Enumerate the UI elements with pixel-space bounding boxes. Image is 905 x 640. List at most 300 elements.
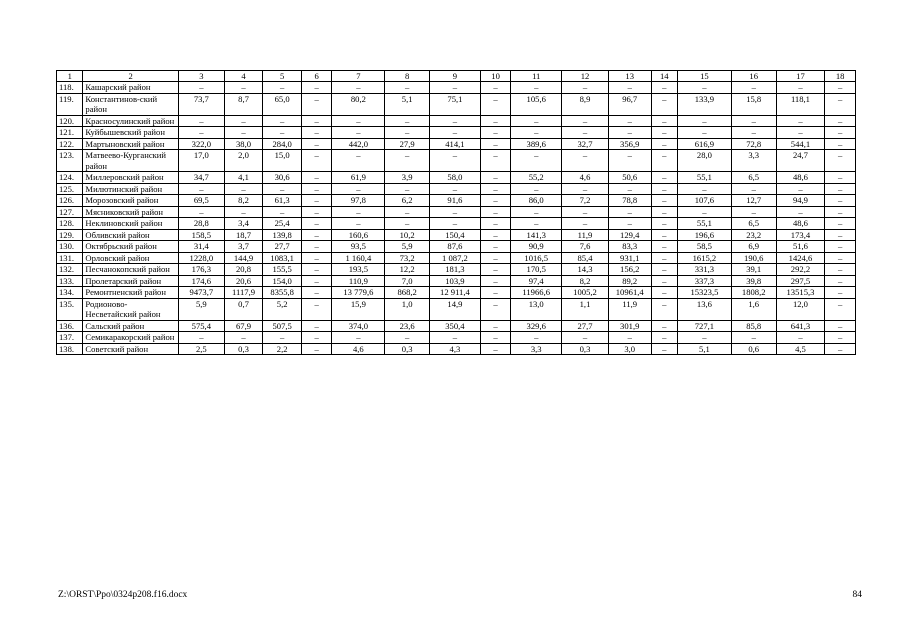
- table-row: [57, 172, 856, 184]
- table-cell: 5,9: [385, 241, 430, 253]
- table-cell: –: [562, 115, 609, 127]
- table-row: [57, 183, 856, 195]
- district-name: Песчанокопский район: [83, 264, 179, 276]
- table-cell: 6,9: [731, 241, 776, 253]
- table-cell: –: [301, 252, 331, 264]
- table-cell: –: [651, 320, 677, 332]
- table-cell: –: [731, 127, 776, 139]
- table-cell: 15323,5: [677, 287, 731, 299]
- table-cell: –: [301, 229, 331, 241]
- table-cell: –: [480, 343, 510, 355]
- table-cell: 13,0: [511, 298, 562, 320]
- table-cell: 89,2: [608, 275, 651, 287]
- row-number: 122.: [57, 138, 83, 150]
- table-cell: 11,9: [562, 229, 609, 241]
- table-cell: –: [731, 332, 776, 344]
- table-row: [57, 264, 856, 276]
- table-cell: –: [224, 183, 263, 195]
- table-cell: 350,4: [430, 320, 481, 332]
- table-cell: 155,5: [263, 264, 302, 276]
- table-cell: 575,4: [178, 320, 224, 332]
- table-cell: –: [480, 150, 510, 172]
- column-header: 6: [301, 71, 331, 82]
- table-cell: –: [263, 127, 302, 139]
- table-cell: 5,9: [178, 298, 224, 320]
- table-cell: 3,3: [731, 150, 776, 172]
- table-cell: 329,6: [511, 320, 562, 332]
- table-cell: –: [825, 298, 856, 320]
- table-cell: 15,0: [263, 150, 302, 172]
- table-cell: –: [224, 332, 263, 344]
- column-header: 11: [511, 71, 562, 82]
- table-cell: 11,9: [608, 298, 651, 320]
- table-cell: 103,9: [430, 275, 481, 287]
- table-cell: 331,3: [677, 264, 731, 276]
- table-cell: 0,7: [224, 298, 263, 320]
- table-cell: 51,6: [776, 241, 825, 253]
- table-cell: –: [301, 275, 331, 287]
- table-cell: 27,7: [263, 241, 302, 253]
- district-name: Константинов-ский район: [83, 93, 179, 115]
- table-cell: –: [301, 287, 331, 299]
- table-cell: –: [776, 183, 825, 195]
- table-cell: –: [677, 183, 731, 195]
- district-name: Орловский район: [83, 252, 179, 264]
- table-cell: –: [651, 195, 677, 207]
- table-cell: 72,8: [731, 138, 776, 150]
- table-cell: –: [178, 332, 224, 344]
- table-cell: –: [731, 115, 776, 127]
- table-cell: 61,3: [263, 195, 302, 207]
- district-name: Семикаракорский район: [83, 332, 179, 344]
- table-cell: –: [825, 275, 856, 287]
- table-cell: 20,6: [224, 275, 263, 287]
- table-cell: –: [608, 218, 651, 230]
- table-cell: 48,6: [776, 172, 825, 184]
- table-cell: –: [651, 138, 677, 150]
- table-cell: 73,7: [178, 93, 224, 115]
- table-cell: 97,4: [511, 275, 562, 287]
- table-cell: 107,6: [677, 195, 731, 207]
- row-number: 131.: [57, 252, 83, 264]
- table-cell: –: [480, 218, 510, 230]
- table-cell: –: [480, 241, 510, 253]
- table-cell: 69,5: [178, 195, 224, 207]
- table-cell: 58,0: [430, 172, 481, 184]
- district-name: Мясниковский район: [83, 206, 179, 218]
- table-cell: 181,3: [430, 264, 481, 276]
- table-cell: –: [825, 206, 856, 218]
- table-cell: 93,5: [332, 241, 385, 253]
- table-cell: –: [651, 298, 677, 320]
- table-cell: –: [385, 127, 430, 139]
- table-cell: –: [480, 115, 510, 127]
- table-cell: 414,1: [430, 138, 481, 150]
- table-cell: –: [825, 93, 856, 115]
- row-number: 120.: [57, 115, 83, 127]
- footer-page-number: 84: [852, 590, 862, 600]
- table-cell: 7,6: [562, 241, 609, 253]
- table-cell: –: [178, 206, 224, 218]
- table-cell: 156,2: [608, 264, 651, 276]
- table-cell: –: [825, 138, 856, 150]
- table-cell: 85,8: [731, 320, 776, 332]
- table-cell: 5,2: [263, 298, 302, 320]
- table-cell: 1016,5: [511, 252, 562, 264]
- table-cell: –: [480, 252, 510, 264]
- table-cell: –: [480, 195, 510, 207]
- table-cell: –: [562, 183, 609, 195]
- table-cell: 868,2: [385, 287, 430, 299]
- table-cell: –: [224, 82, 263, 94]
- table-row: [57, 218, 856, 230]
- district-name: Кашарский район: [83, 82, 179, 94]
- table-cell: 8,2: [224, 195, 263, 207]
- table-cell: –: [332, 115, 385, 127]
- table-cell: 23,2: [731, 229, 776, 241]
- row-number: 128.: [57, 218, 83, 230]
- table-cell: –: [608, 183, 651, 195]
- table-cell: –: [430, 206, 481, 218]
- table-cell: 83,3: [608, 241, 651, 253]
- table-cell: 297,5: [776, 275, 825, 287]
- table-cell: –: [651, 82, 677, 94]
- district-name: Неклиновский район: [83, 218, 179, 230]
- table-cell: 14,3: [562, 264, 609, 276]
- table-cell: –: [480, 206, 510, 218]
- table-cell: –: [562, 127, 609, 139]
- district-name: Советский район: [83, 343, 179, 355]
- table-cell: –: [332, 150, 385, 172]
- table-cell: –: [301, 195, 331, 207]
- row-number: 118.: [57, 82, 83, 94]
- data-table: [56, 70, 856, 355]
- table-cell: 12 911,4: [430, 287, 481, 299]
- table-cell: 190,6: [731, 252, 776, 264]
- table-cell: –: [385, 183, 430, 195]
- table-cell: –: [332, 206, 385, 218]
- column-header: 5: [263, 71, 302, 82]
- table-cell: 67,9: [224, 320, 263, 332]
- district-name: Миллеровский район: [83, 172, 179, 184]
- table-cell: –: [385, 332, 430, 344]
- table-cell: –: [430, 150, 481, 172]
- table-cell: 110,9: [332, 275, 385, 287]
- row-number: 124.: [57, 172, 83, 184]
- table-cell: –: [825, 320, 856, 332]
- table-row: [57, 252, 856, 264]
- table-cell: –: [677, 206, 731, 218]
- column-header: 8: [385, 71, 430, 82]
- table-cell: 154,0: [263, 275, 302, 287]
- table-cell: 30,6: [263, 172, 302, 184]
- district-name: Ремонтненский район: [83, 287, 179, 299]
- table-cell: –: [385, 150, 430, 172]
- table-cell: –: [608, 206, 651, 218]
- column-header: 3: [178, 71, 224, 82]
- district-name: Обливский район: [83, 229, 179, 241]
- table-cell: –: [825, 332, 856, 344]
- table-cell: –: [825, 343, 856, 355]
- footer-file-path: Z:\ORST\Ppo\0324p208.f16.docx: [58, 590, 188, 600]
- table-cell: –: [332, 82, 385, 94]
- table-cell: 7,2: [562, 195, 609, 207]
- row-number: 133.: [57, 275, 83, 287]
- table-cell: –: [651, 332, 677, 344]
- table-cell: 28,0: [677, 150, 731, 172]
- table-cell: 4,5: [776, 343, 825, 355]
- table-cell: –: [562, 206, 609, 218]
- table-cell: –: [480, 298, 510, 320]
- table-cell: 55,1: [677, 172, 731, 184]
- table-cell: 31,4: [178, 241, 224, 253]
- table-row: [57, 127, 856, 139]
- table-cell: 3,0: [608, 343, 651, 355]
- table-cell: –: [825, 218, 856, 230]
- table-cell: –: [511, 82, 562, 94]
- table-cell: 389,6: [511, 138, 562, 150]
- column-header: 17: [776, 71, 825, 82]
- table-cell: 2,0: [224, 150, 263, 172]
- table-cell: –: [511, 115, 562, 127]
- table-cell: –: [332, 127, 385, 139]
- table-cell: –: [651, 275, 677, 287]
- table-cell: 1,0: [385, 298, 430, 320]
- table-cell: 80,2: [332, 93, 385, 115]
- table-cell: –: [825, 287, 856, 299]
- table-cell: –: [263, 82, 302, 94]
- table-cell: 97,8: [332, 195, 385, 207]
- table-cell: 58,5: [677, 241, 731, 253]
- table-cell: –: [332, 183, 385, 195]
- row-number: 130.: [57, 241, 83, 253]
- table-cell: –: [562, 332, 609, 344]
- table-header-row: [57, 71, 856, 82]
- table-cell: –: [263, 183, 302, 195]
- table-cell: 32,7: [562, 138, 609, 150]
- table-cell: 13515,3: [776, 287, 825, 299]
- row-number: 121.: [57, 127, 83, 139]
- table-cell: –: [224, 127, 263, 139]
- table-cell: 24,7: [776, 150, 825, 172]
- table-cell: 1615,2: [677, 252, 731, 264]
- table-row: [57, 343, 856, 355]
- table-row: [57, 229, 856, 241]
- table-cell: –: [385, 115, 430, 127]
- table-cell: 48,6: [776, 218, 825, 230]
- row-number: 137.: [57, 332, 83, 344]
- table-row: [57, 287, 856, 299]
- table-cell: –: [651, 127, 677, 139]
- table-cell: –: [776, 206, 825, 218]
- table-cell: –: [677, 127, 731, 139]
- table-cell: –: [608, 127, 651, 139]
- table-cell: –: [301, 138, 331, 150]
- table-cell: 158,5: [178, 229, 224, 241]
- table-cell: –: [776, 127, 825, 139]
- column-header: 1: [57, 71, 83, 82]
- table-cell: –: [562, 150, 609, 172]
- table-cell: 1083,1: [263, 252, 302, 264]
- table-cell: 34,7: [178, 172, 224, 184]
- district-name: Морозовский район: [83, 195, 179, 207]
- table-cell: –: [301, 332, 331, 344]
- table-cell: –: [301, 150, 331, 172]
- table-cell: 292,2: [776, 264, 825, 276]
- table-cell: 8,7: [224, 93, 263, 115]
- table-cell: 61,9: [332, 172, 385, 184]
- table-cell: 90,9: [511, 241, 562, 253]
- table-cell: 3,3: [511, 343, 562, 355]
- table-cell: 6,2: [385, 195, 430, 207]
- district-name: Сальский район: [83, 320, 179, 332]
- table-cell: –: [825, 127, 856, 139]
- table-cell: 75,1: [430, 93, 481, 115]
- table-cell: 301,9: [608, 320, 651, 332]
- table-cell: 4,6: [332, 343, 385, 355]
- table-cell: –: [511, 127, 562, 139]
- table-cell: –: [511, 206, 562, 218]
- table-cell: –: [224, 115, 263, 127]
- table-cell: –: [608, 332, 651, 344]
- table-cell: –: [731, 183, 776, 195]
- table-cell: 8355,8: [263, 287, 302, 299]
- table-cell: –: [301, 127, 331, 139]
- table-row: [57, 93, 856, 115]
- table-row: [57, 138, 856, 150]
- table-cell: –: [301, 183, 331, 195]
- table-cell: 170,5: [511, 264, 562, 276]
- table-cell: –: [562, 218, 609, 230]
- table-cell: –: [301, 241, 331, 253]
- table-cell: –: [511, 332, 562, 344]
- table-row: [57, 320, 856, 332]
- table-cell: 3,7: [224, 241, 263, 253]
- table-cell: 10961,4: [608, 287, 651, 299]
- column-header: 10: [480, 71, 510, 82]
- table-row: [57, 275, 856, 287]
- table-cell: –: [651, 218, 677, 230]
- table-cell: –: [511, 150, 562, 172]
- table-cell: 4,3: [430, 343, 481, 355]
- table-cell: 1 087,2: [430, 252, 481, 264]
- table-cell: 15,8: [731, 93, 776, 115]
- table-cell: 337,3: [677, 275, 731, 287]
- table-cell: –: [301, 264, 331, 276]
- table-row: [57, 150, 856, 172]
- column-header: 9: [430, 71, 481, 82]
- table-cell: –: [511, 183, 562, 195]
- table-cell: 1228,0: [178, 252, 224, 264]
- district-name: Октябрьский район: [83, 241, 179, 253]
- table-cell: 1,6: [731, 298, 776, 320]
- table-cell: 5,1: [677, 343, 731, 355]
- table-cell: 7,0: [385, 275, 430, 287]
- table-cell: 193,5: [332, 264, 385, 276]
- table-cell: 12,0: [776, 298, 825, 320]
- table-cell: –: [178, 82, 224, 94]
- table-cell: –: [731, 206, 776, 218]
- table-cell: 284,0: [263, 138, 302, 150]
- table-cell: –: [480, 332, 510, 344]
- table-cell: 8,2: [562, 275, 609, 287]
- table-cell: –: [825, 252, 856, 264]
- table-cell: –: [480, 275, 510, 287]
- table-cell: 12,7: [731, 195, 776, 207]
- table-cell: 6,5: [731, 218, 776, 230]
- table-cell: 11966,6: [511, 287, 562, 299]
- table-cell: 641,3: [776, 320, 825, 332]
- table-cell: 118,1: [776, 93, 825, 115]
- table-cell: –: [430, 332, 481, 344]
- district-name: Красносулинский район: [83, 115, 179, 127]
- table-cell: –: [385, 82, 430, 94]
- table-cell: –: [776, 115, 825, 127]
- table-cell: 3,4: [224, 218, 263, 230]
- table-cell: 931,1: [608, 252, 651, 264]
- table-cell: –: [825, 241, 856, 253]
- table-cell: 39,1: [731, 264, 776, 276]
- table-cell: –: [825, 82, 856, 94]
- row-number: 119.: [57, 93, 83, 115]
- table-cell: 105,6: [511, 93, 562, 115]
- table-cell: –: [430, 82, 481, 94]
- table-cell: 17,0: [178, 150, 224, 172]
- table-cell: 6,5: [731, 172, 776, 184]
- table-cell: 25,4: [263, 218, 302, 230]
- table-cell: –: [430, 183, 481, 195]
- table-cell: –: [480, 172, 510, 184]
- table-cell: 0,3: [562, 343, 609, 355]
- table-cell: 96,7: [608, 93, 651, 115]
- table-cell: 0,3: [224, 343, 263, 355]
- table-cell: 55,1: [677, 218, 731, 230]
- table-cell: –: [731, 82, 776, 94]
- table-row: [57, 195, 856, 207]
- table-cell: –: [385, 206, 430, 218]
- table-cell: –: [651, 183, 677, 195]
- row-number: 127.: [57, 206, 83, 218]
- table-row: [57, 206, 856, 218]
- table-cell: –: [301, 343, 331, 355]
- table-cell: 8,9: [562, 93, 609, 115]
- table-cell: –: [651, 93, 677, 115]
- table-cell: –: [511, 218, 562, 230]
- table-cell: 27,7: [562, 320, 609, 332]
- column-header: 13: [608, 71, 651, 82]
- table-cell: 27,9: [385, 138, 430, 150]
- column-header: 7: [332, 71, 385, 82]
- row-number: 123.: [57, 150, 83, 172]
- table-cell: –: [651, 206, 677, 218]
- table-cell: –: [825, 150, 856, 172]
- table-cell: –: [608, 82, 651, 94]
- table-cell: –: [825, 115, 856, 127]
- table-cell: 87,6: [430, 241, 481, 253]
- table-cell: –: [651, 115, 677, 127]
- table-cell: –: [480, 320, 510, 332]
- table-cell: 196,6: [677, 229, 731, 241]
- column-header: 12: [562, 71, 609, 82]
- table-cell: –: [301, 206, 331, 218]
- table-cell: –: [178, 115, 224, 127]
- table-cell: 4,6: [562, 172, 609, 184]
- table-cell: –: [178, 183, 224, 195]
- table-cell: –: [430, 127, 481, 139]
- table-cell: –: [263, 206, 302, 218]
- row-number: 129.: [57, 229, 83, 241]
- column-header: 16: [731, 71, 776, 82]
